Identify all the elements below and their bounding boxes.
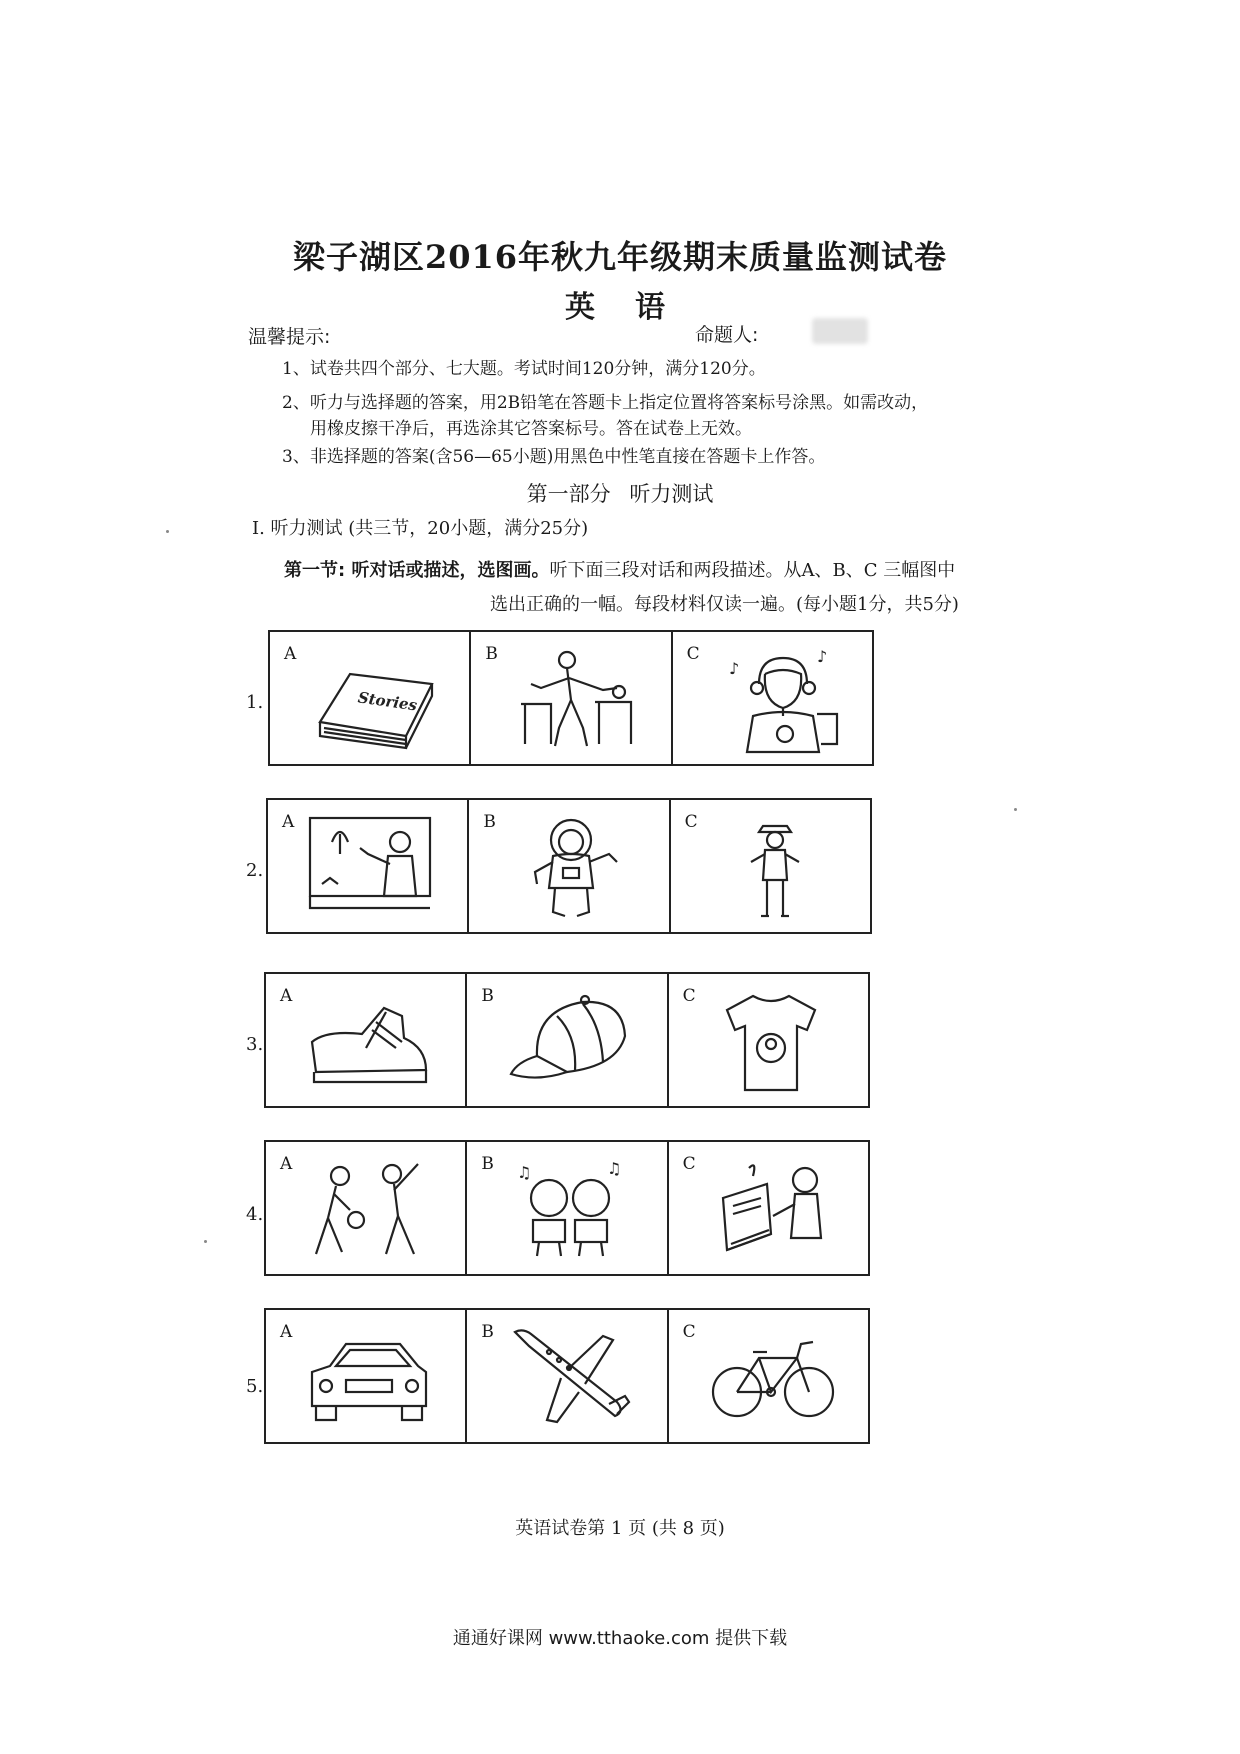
boy-at-desk-icon <box>511 644 637 754</box>
teacher-at-blackboard-icon <box>308 812 434 922</box>
tip-3: 3、非选择题的答案(含56—65小题)用黑色中性笔直接在答题卡上作答。 <box>282 447 826 467</box>
option-c[interactable] <box>671 800 870 932</box>
t-shirt-icon <box>709 986 835 1096</box>
exam-title: 梁子湖区2016年秋九年级期末质量监测试卷 <box>292 238 948 276</box>
option-letter: A <box>282 812 295 832</box>
option-b[interactable] <box>469 800 670 932</box>
option-letter: C <box>682 1154 696 1174</box>
subsection-instruction <box>284 556 955 582</box>
tips-label: 温馨提示: <box>248 326 331 348</box>
basketball-players-icon <box>306 1154 432 1264</box>
option-a[interactable] <box>268 800 469 932</box>
question-5-options <box>264 1308 870 1444</box>
scan-speck <box>166 530 169 533</box>
option-c[interactable] <box>669 1142 868 1274</box>
option-letter: B <box>483 812 496 832</box>
girl-playing-piano-icon <box>709 1154 835 1264</box>
option-letter: C <box>682 1322 696 1342</box>
option-b[interactable] <box>471 632 672 764</box>
option-b[interactable] <box>467 1142 668 1274</box>
option-c[interactable] <box>669 974 868 1106</box>
option-c[interactable] <box>669 1310 868 1442</box>
svg-text:♪: ♪ <box>816 647 827 666</box>
cap-icon <box>507 986 633 1096</box>
scan-speck <box>1014 808 1017 811</box>
scan-speck <box>204 1240 207 1243</box>
option-a[interactable] <box>266 1310 467 1442</box>
option-a[interactable] <box>270 632 471 764</box>
airplane-icon <box>507 1322 633 1432</box>
author-label: 命题人: <box>695 324 759 346</box>
question-4-options <box>264 1140 870 1276</box>
book-caption: Stories <box>356 688 419 715</box>
download-site-footer: 通通好课网 www.tthaoke.com 提供下载 <box>452 1628 788 1649</box>
question-3-options <box>264 972 870 1108</box>
car-icon <box>306 1322 432 1432</box>
svg-text:♫: ♫ <box>607 1159 622 1178</box>
option-letter: A <box>284 644 297 664</box>
bicycle-icon <box>709 1322 835 1432</box>
question-heading: Ⅰ. 听力测试 (共三节，20小题，满分25分) <box>252 518 589 539</box>
option-letter: A <box>280 1322 293 1342</box>
option-letter: B <box>481 1322 494 1342</box>
question-number: 3. <box>246 1034 264 1055</box>
exam-subject: 英语 <box>565 290 705 325</box>
section-heading: 第一部分 听力测试 <box>526 482 714 506</box>
option-letter: C <box>684 812 698 832</box>
redacted-author-name <box>812 318 868 344</box>
question-number: 1. <box>246 692 264 713</box>
stories-books-icon <box>310 644 436 754</box>
question-2-options <box>266 798 872 934</box>
sneaker-icon <box>306 986 432 1096</box>
astronaut-icon <box>509 812 635 922</box>
option-c[interactable] <box>673 632 872 764</box>
option-letter: A <box>280 986 293 1006</box>
option-letter: B <box>481 986 494 1006</box>
subsection-text: 听下面三段对话和两段描述。从A、B、C 三幅图中 <box>549 560 956 581</box>
svg-text:♪: ♪ <box>728 659 739 678</box>
question-number: 2. <box>246 860 264 881</box>
question-number: 5. <box>246 1376 264 1397</box>
option-letter: B <box>485 644 498 664</box>
question-1-options <box>268 630 874 766</box>
option-letter: C <box>686 644 700 664</box>
svg-text:♫: ♫ <box>517 1163 532 1182</box>
option-letter: C <box>682 986 696 1006</box>
tip-2-continued: 用橡皮擦干净后，再选涂其它答案标号。答在试卷上无效。 <box>310 419 752 439</box>
policeman-icon <box>711 812 837 922</box>
option-b[interactable] <box>467 1310 668 1442</box>
option-a[interactable] <box>266 974 467 1106</box>
tip-2: 2、听力与选择题的答案，用2B铅笔在答题卡上指定位置将答案标号涂黑。如需改动， <box>282 393 929 413</box>
girl-listening-music-icon <box>713 644 839 754</box>
option-letter: A <box>280 1154 293 1174</box>
tip-1: 1、试卷共四个部分、七大题。考试时间120分钟，满分120分。 <box>282 359 766 379</box>
page-number-footer: 英语试卷第 1 页 (共 8 页) <box>515 1518 725 1539</box>
children-singing-icon <box>507 1154 633 1264</box>
subsection-title: 第一节: 听对话或描述，选图画。 <box>284 560 550 581</box>
option-b[interactable] <box>467 974 668 1106</box>
option-letter: B <box>481 1154 494 1174</box>
option-a[interactable] <box>266 1142 467 1274</box>
subsection-text-continued: 选出正确的一幅。每段材料仅读一遍。(每小题1分，共5分) <box>490 594 959 615</box>
question-number: 4. <box>246 1204 264 1225</box>
